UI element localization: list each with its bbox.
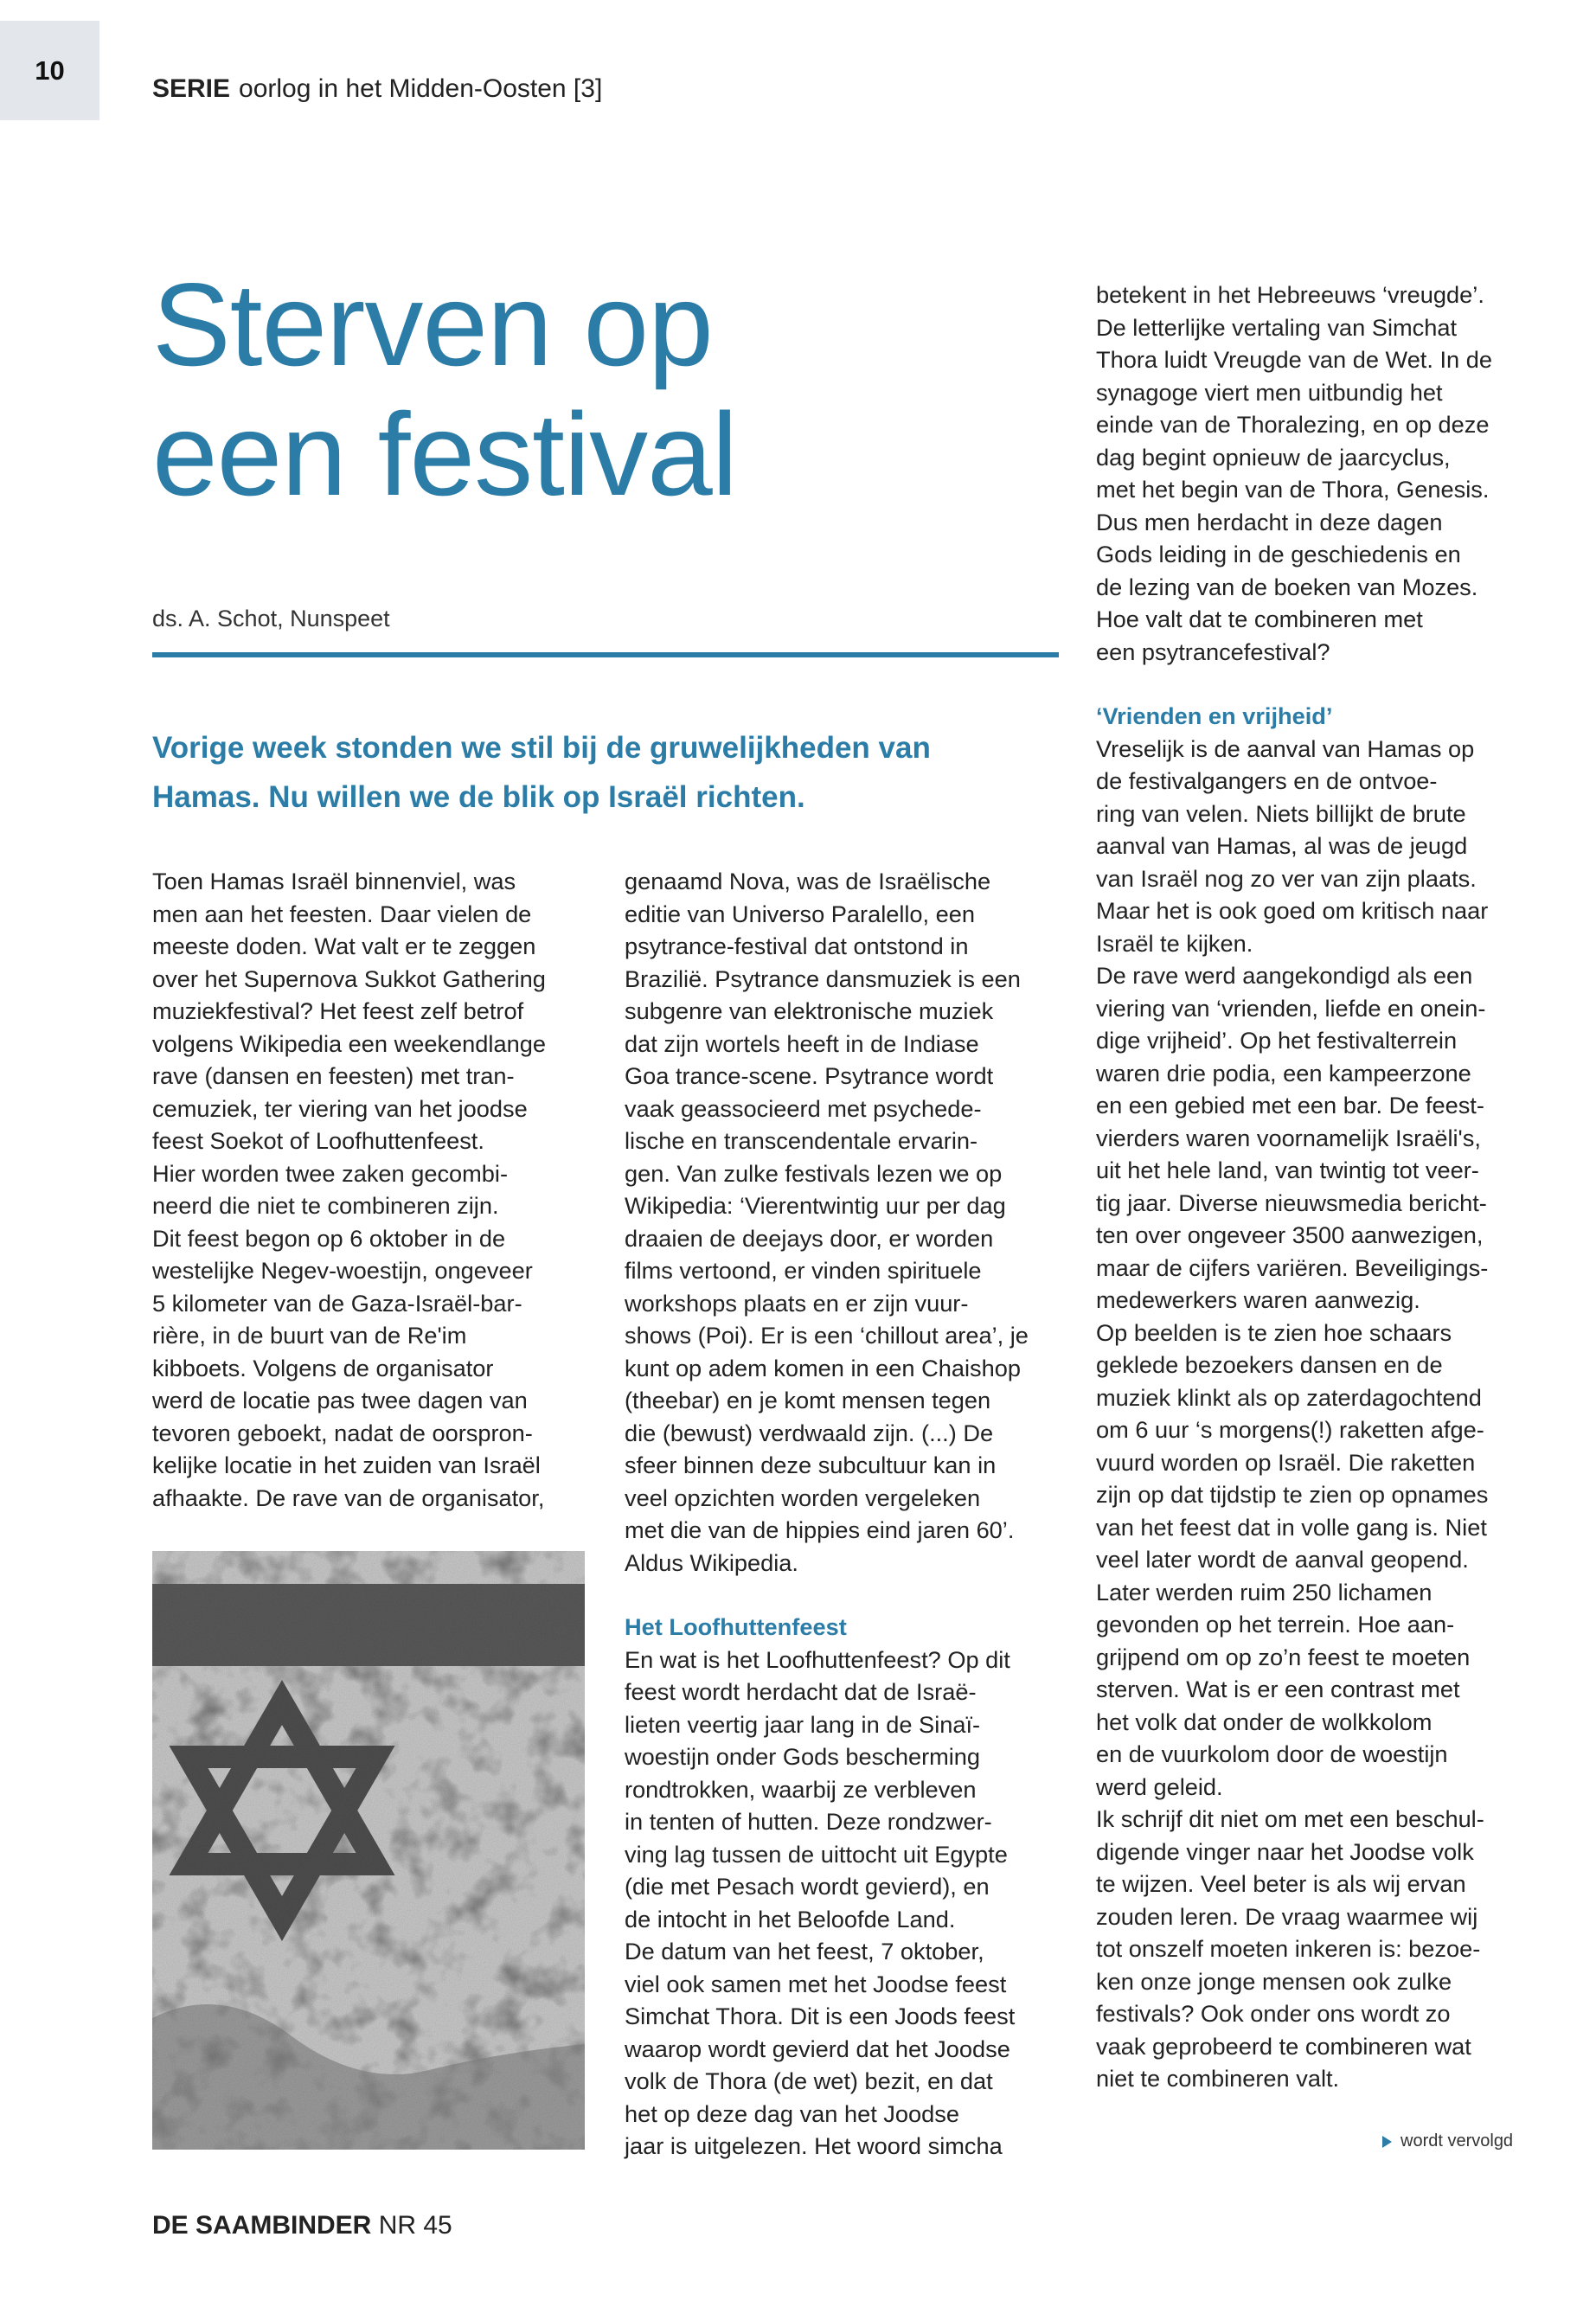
continued-label: wordt vervolgd <box>1401 2131 1514 2150</box>
text-line: Vreselijk is de aanval van Hamas op <box>1096 734 1475 762</box>
text-line: genaamd Nova, was de Israëlische <box>625 868 991 894</box>
issue-number: NR 45 <box>378 2211 452 2240</box>
title-line-1: Sterven op <box>152 259 713 390</box>
text-line: Later werden ruim 250 lichamen <box>1096 1578 1433 1606</box>
text-line: festivals? Ook onder ons wordt zo <box>1096 2000 1451 2027</box>
text-line: dag begint opnieuw de jaarcyclus, <box>1096 443 1451 471</box>
text-line: En wat is het Loofhuttenfeest? Op dit <box>625 1645 1010 1673</box>
text-line: afhaakte. De rave van de organisator, <box>152 1484 545 1511</box>
text-line: films vertoond, er vinden spirituele <box>625 1257 982 1284</box>
text-line: Dit feest begon op 6 oktober in de <box>152 1224 506 1252</box>
text-line: Wikipedia: ‘Vierentwintig uur per dag <box>625 1192 1006 1219</box>
text-line: De letterlijke vertaling van Simchat <box>1096 313 1458 341</box>
text-line: werd geleid. <box>1096 1772 1223 1800</box>
text-line: tig jaar. Diverse nieuwsmedia bericht- <box>1096 1189 1487 1216</box>
column-3-text-a <box>1096 279 1546 668</box>
text-line: ken onze jonge mensen ook zulke <box>1096 1967 1452 1995</box>
text-line: Aldus Wikipedia. <box>625 1548 798 1576</box>
text-line: grijpend om op zo’n feest te moeten <box>1096 1643 1471 1670</box>
text-line: waren drie podia, een kampeerzone <box>1096 1059 1471 1086</box>
text-line: viering van ‘vrienden, liefde en onein- <box>1096 994 1486 1022</box>
text-line: muziekfestival? Het feest zelf betrof <box>152 997 524 1024</box>
text-line: volgens Wikipedia een weekendlange <box>152 1029 546 1057</box>
intro-line-1: Vorige week stonden we stil bij de gruwelijkheden van <box>152 731 931 765</box>
subhead-vrienden-en-vrijheid: ‘Vrienden en vrijheid’ <box>1096 702 1333 729</box>
title-line-2: een festival <box>152 388 737 520</box>
series-label: SERIE <box>152 74 231 103</box>
text-line: ving lag tussen de uittocht uit Egypte <box>625 1840 1008 1868</box>
text-line: feest wordt herdacht dat de Israë- <box>625 1678 977 1705</box>
text-line: Toen Hamas Israël binnenviel, was <box>152 868 516 894</box>
intro-line-2: Hamas. Nu willen we de blik op Israël richten. <box>152 780 805 814</box>
text-line: Hier worden twee zaken gecombi- <box>152 1159 509 1187</box>
text-line: digende vinger naar het Joodse volk <box>1096 1837 1474 1865</box>
column-3-text-b <box>1096 733 1546 2095</box>
article-photo-star-of-david <box>152 1551 585 2150</box>
text-line: woestijn onder Gods bescherming <box>625 1743 981 1770</box>
text-line: uit het hele land, van twintig tot veer- <box>1096 1157 1479 1183</box>
text-line: rave (dansen en feesten) met tran- <box>152 1062 515 1089</box>
text-line: cemuziek, ter viering van het joodse <box>152 1094 528 1122</box>
intro-lead <box>152 723 1035 822</box>
paragraph-gap <box>1096 668 1546 700</box>
text-line: medewerkers waren aanwezig. <box>1096 1286 1420 1313</box>
text-line: shows (Poi). Er is een ‘chillout area’, je <box>625 1322 1029 1349</box>
text-line: de lezing van de boeken van Mozes. <box>1096 573 1478 600</box>
text-line: draaien de deejays door, er worden <box>625 1224 994 1252</box>
body-column-2 <box>625 865 1066 2163</box>
column-2-text-b <box>625 1644 1066 2163</box>
text-line: zouden leren. De vraag waarmee wij <box>1096 1902 1478 1930</box>
text-line: lieten veertig jaar lang in de Sinaï- <box>625 1710 981 1738</box>
text-line: het volk dat onder de wolkkolom <box>1096 1708 1433 1735</box>
text-line: synagoge viert men uitbundig het <box>1096 378 1443 406</box>
subhead-loofhuttenfeest: Het Loofhuttenfeest <box>625 1613 847 1640</box>
text-line: Brazilië. Psytrance dansmuziek is een <box>625 965 1021 992</box>
byline: ds. A. Schot, Nunspeet <box>152 606 390 631</box>
text-line: workshops plaats en er zijn vuur- <box>625 1289 969 1317</box>
text-line: Simchat Thora. Dit is een Joods feest <box>625 2003 1016 2029</box>
page-number: 10 <box>0 21 99 120</box>
text-line: (theebar) en je komt mensen tegen <box>625 1387 991 1413</box>
text-line: kunt op adem komen in een Chaishop <box>625 1354 1021 1381</box>
text-line: kibboets. Volgens de organisator <box>152 1354 494 1381</box>
text-line: meeste doden. Wat valt er te zeggen <box>152 933 536 959</box>
text-line: sfeer binnen deze subcultuur kan in <box>625 1452 997 1478</box>
text-line: gen. Van zulke festivals lezen we op <box>625 1159 1003 1187</box>
text-line: Goa trance-scene. Psytrance wordt <box>625 1062 994 1089</box>
body-column-3 <box>1096 279 1546 2095</box>
text-line: sterven. Wat is er een contrast met <box>1096 1676 1460 1702</box>
text-line: Op beelden is te zien hoe schaars <box>1096 1318 1452 1346</box>
text-line: viel ook samen met het Joodse feest <box>625 1970 1007 1997</box>
text-line: in tenten of hutten. Deze rondzwer- <box>625 1808 992 1835</box>
text-line: geklede bezoekers dansen en de <box>1096 1351 1443 1378</box>
text-line: de festivalgangers en de ontvoe- <box>1096 767 1438 794</box>
text-line: muziek klinkt als op zaterdagochtend <box>1096 1383 1482 1411</box>
text-line: van Israël nog zo ver van zijn plaats. <box>1096 864 1477 892</box>
article-title <box>152 260 1017 519</box>
title-divider <box>152 652 1059 657</box>
text-line: jaar is uitgelezen. Het woord simcha <box>625 2132 1003 2159</box>
text-line: vuurd worden op Israël. Die raketten <box>1096 1448 1476 1476</box>
text-line: Maar het is ook goed om kritisch naar <box>1096 897 1489 924</box>
text-line: subgenre van elektronische muziek <box>625 997 994 1024</box>
text-line: De rave werd aangekondigd als een <box>1096 962 1473 989</box>
text-line: ring van velen. Niets billijkt de brute <box>1096 799 1466 827</box>
text-line: Israël te kijken. <box>1096 929 1253 957</box>
text-line: einde van de Thoralezing, en op deze <box>1096 411 1490 438</box>
continued-note <box>1382 2131 1513 2151</box>
text-line: gevonden op het terrein. Hoe aan- <box>1096 1611 1455 1638</box>
text-line: veel opzichten worden vergeleken <box>625 1484 981 1511</box>
text-line: een psytrancefestival? <box>1096 638 1330 665</box>
text-line: het op deze dag van het Joodse <box>625 2099 959 2127</box>
text-line: Dus men herdacht in deze dagen <box>1096 508 1443 535</box>
text-line: met die van de hippies eind jaren 60’. <box>625 1516 1015 1543</box>
text-line: waarop wordt gevierd dat het Joodse <box>625 2035 1010 2062</box>
text-line: zijn op dat tijdstip te zien op opnames <box>1096 1481 1489 1508</box>
text-line: rière, in de buurt van de Re'im <box>152 1322 467 1349</box>
text-line: men aan het feesten. Daar vielen de <box>152 900 532 927</box>
text-line: kelijke locatie in het zuiden van Israël <box>152 1452 541 1478</box>
text-line: tevoren geboekt, nadat de oorspron- <box>152 1419 533 1446</box>
footer <box>152 2211 452 2240</box>
text-line: dat zijn wortels heeft in de Indiase <box>625 1029 979 1057</box>
text-line: Hoe valt dat te combineren met <box>1096 606 1423 632</box>
text-line: dige vrijheid’. Op het festivalterrein <box>1096 1027 1458 1054</box>
body-column-1 <box>152 865 602 1514</box>
text-line: psytrance-festival dat ontstond in <box>625 933 969 959</box>
text-line: over het Supernova Sukkot Gathering <box>152 965 546 992</box>
text-line: westelijke Negev-woestijn, ongeveer <box>152 1257 533 1284</box>
text-line: en de vuurkolom door de woestijn <box>1096 1740 1448 1767</box>
text-line: die (bewust) verdwaald zijn. (...) De <box>625 1419 994 1446</box>
text-line: werd de locatie pas twee dagen van <box>152 1387 528 1413</box>
text-line: vierders waren voornamelijk Israëli's, <box>1096 1124 1481 1151</box>
triangle-right-icon <box>1382 2136 1392 2148</box>
text-line: aanval van Hamas, al was de jeugd <box>1096 832 1468 859</box>
text-line: en een gebied met een bar. De feest- <box>1096 1092 1484 1118</box>
text-line: 5 kilometer van de Gaza-Israël-bar- <box>152 1289 522 1317</box>
text-line: vaak geassocieerd met psychede- <box>625 1094 982 1122</box>
paragraph-gap <box>625 1579 1066 1611</box>
text-line: neerd die niet te combineren zijn. <box>152 1192 499 1219</box>
text-line: rondtrokken, waarbij ze verbleven <box>625 1775 977 1803</box>
text-line: van het feest dat in volle gang is. Niet <box>1096 1513 1487 1541</box>
text-line: om 6 uur ‘s morgens(!) raketten afge- <box>1096 1416 1484 1443</box>
text-line: met het begin van de Thora, Genesis. <box>1096 476 1490 503</box>
series-header <box>152 74 602 104</box>
text-line: (die met Pesach wordt gevierd), en <box>625 1873 990 1900</box>
text-line: editie van Universo Paralello, een <box>625 900 976 927</box>
text-line: feest Soekot of Loofhuttenfeest. <box>152 1127 484 1154</box>
text-line: lische en transcendentale ervarin- <box>625 1127 978 1154</box>
text-line: tot onszelf moeten inkeren is: bezoe- <box>1096 1935 1481 1962</box>
text-line: volk de Thora (de wet) bezit, en dat <box>625 2067 993 2094</box>
text-line: De datum van het feest, 7 oktober, <box>625 1938 984 1965</box>
text-line: Gods leiding in de geschiedenis en <box>1096 541 1461 567</box>
text-line: niet te combineren valt. <box>1096 2065 1340 2092</box>
text-line: ten over ongeveer 3500 aanwezigen, <box>1096 1221 1484 1248</box>
text-line: betekent in het Hebreeuws ‘vreugde’. <box>1096 281 1484 308</box>
text-line: te wijzen. Veel beter is als wij ervan <box>1096 1870 1466 1897</box>
text-line: maar de cijfers variëren. Beveiligings- <box>1096 1253 1489 1281</box>
magazine-name: DE SAAMBINDER <box>152 2211 372 2240</box>
text-line: Ik schrijf dit niet om met een beschul- <box>1096 1805 1484 1832</box>
text-line: vaak geprobeerd te combineren wat <box>1096 2032 1471 2060</box>
series-topic: oorlog in het Midden-Oosten [3] <box>239 74 603 103</box>
text-line: Thora luidt Vreugde van de Wet. In de <box>1096 346 1492 373</box>
text-line: de intocht in het Beloofde Land. <box>625 1905 956 1932</box>
text-line: veel later wordt de aanval geopend. <box>1096 1546 1469 1573</box>
column-2-text-a <box>625 865 1066 1579</box>
